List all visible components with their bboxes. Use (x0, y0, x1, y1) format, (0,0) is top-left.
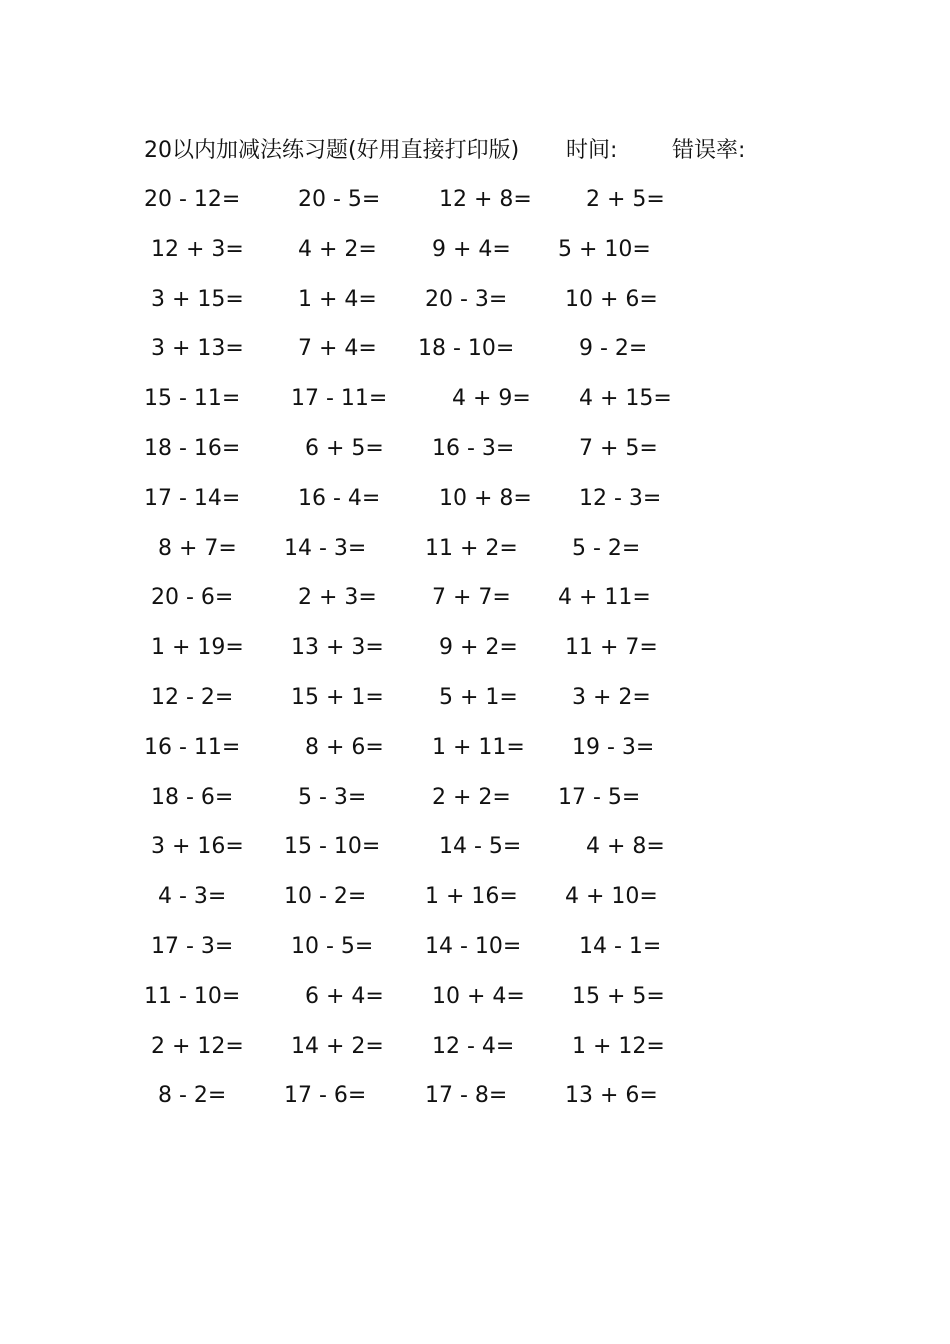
math-problem: 5 - 3= (298, 785, 367, 810)
math-problem: 19 - 3= (572, 735, 655, 760)
math-problem: 10 + 4= (432, 984, 525, 1009)
math-problem: 10 - 2= (284, 884, 367, 909)
math-problem: 18 - 16= (144, 436, 241, 461)
math-problem: 15 + 5= (572, 984, 665, 1009)
math-problem: 15 - 10= (284, 834, 381, 859)
math-problem: 14 + 2= (291, 1034, 384, 1059)
math-problem: 14 - 1= (579, 934, 662, 959)
math-problem: 4 - 3= (158, 884, 227, 909)
math-problem: 8 - 2= (158, 1083, 227, 1108)
math-problem: 20 - 6= (151, 585, 234, 610)
math-problem: 4 + 2= (298, 237, 377, 262)
math-problem: 12 - 3= (579, 486, 662, 511)
math-problem: 12 + 8= (439, 187, 532, 212)
math-problem: 1 + 16= (425, 884, 518, 909)
math-problem: 12 - 2= (151, 685, 234, 710)
math-problem: 7 + 4= (298, 336, 377, 361)
math-problem: 17 - 11= (291, 386, 388, 411)
math-problem: 17 - 5= (558, 785, 641, 810)
math-problem: 4 + 9= (452, 386, 531, 411)
math-problem: 11 + 7= (565, 635, 658, 660)
math-problem: 3 + 15= (151, 287, 244, 312)
math-problem: 7 + 7= (432, 585, 511, 610)
math-problem: 5 + 10= (558, 237, 651, 262)
math-problem: 9 + 4= (432, 237, 511, 262)
math-problem: 12 + 3= (151, 237, 244, 262)
math-problem: 1 + 4= (298, 287, 377, 312)
math-problem: 3 + 13= (151, 336, 244, 361)
math-problem: 13 + 6= (565, 1083, 658, 1108)
math-problem: 10 - 5= (291, 934, 374, 959)
math-problem: 6 + 5= (305, 436, 384, 461)
time-label: 时间: (566, 138, 618, 163)
math-problem: 8 + 7= (158, 536, 237, 561)
math-problem: 17 - 3= (151, 934, 234, 959)
math-problem: 20 - 5= (298, 187, 381, 212)
math-problem: 20 - 3= (425, 287, 508, 312)
math-problem: 4 + 10= (565, 884, 658, 909)
math-problem: 4 + 8= (586, 834, 665, 859)
math-problem: 17 - 14= (144, 486, 241, 511)
math-problem: 16 - 3= (432, 436, 515, 461)
math-problem: 4 + 11= (558, 585, 651, 610)
math-problem: 2 + 3= (298, 585, 377, 610)
math-problem: 17 - 8= (425, 1083, 508, 1108)
math-problem: 1 + 19= (151, 635, 244, 660)
math-problem: 11 + 2= (425, 536, 518, 561)
math-problem: 3 + 2= (572, 685, 651, 710)
math-problem: 15 + 1= (291, 685, 384, 710)
error-rate-label: 错误率: (672, 138, 746, 163)
math-problem: 3 + 16= (151, 834, 244, 859)
math-problem: 1 + 11= (432, 735, 525, 760)
math-problem: 18 - 10= (418, 336, 515, 361)
math-problem: 11 - 10= (144, 984, 241, 1009)
math-problem: 20 - 12= (144, 187, 241, 212)
math-problem: 2 + 5= (586, 187, 665, 212)
math-problem: 10 + 8= (439, 486, 532, 511)
math-problem: 1 + 12= (572, 1034, 665, 1059)
math-problem: 2 + 12= (151, 1034, 244, 1059)
math-problem: 17 - 6= (284, 1083, 367, 1108)
math-problem: 7 + 5= (579, 436, 658, 461)
math-problem: 16 - 11= (144, 735, 241, 760)
math-problem: 6 + 4= (305, 984, 384, 1009)
math-problem: 15 - 11= (144, 386, 241, 411)
math-problem: 9 + 2= (439, 635, 518, 660)
math-problem: 13 + 3= (291, 635, 384, 660)
math-problem: 8 + 6= (305, 735, 384, 760)
math-problem: 16 - 4= (298, 486, 381, 511)
math-problem: 2 + 2= (432, 785, 511, 810)
math-problem: 14 - 10= (425, 934, 522, 959)
math-problem: 18 - 6= (151, 785, 234, 810)
math-problem: 9 - 2= (579, 336, 648, 361)
worksheet-title: 20以内加减法练习题(好用直接打印版) (144, 138, 520, 163)
math-problem: 10 + 6= (565, 287, 658, 312)
math-problem: 12 - 4= (432, 1034, 515, 1059)
math-problem: 5 + 1= (439, 685, 518, 710)
math-problem: 14 - 5= (439, 834, 522, 859)
math-problem: 14 - 3= (284, 536, 367, 561)
math-problem: 5 - 2= (572, 536, 641, 561)
math-problem: 4 + 15= (579, 386, 672, 411)
